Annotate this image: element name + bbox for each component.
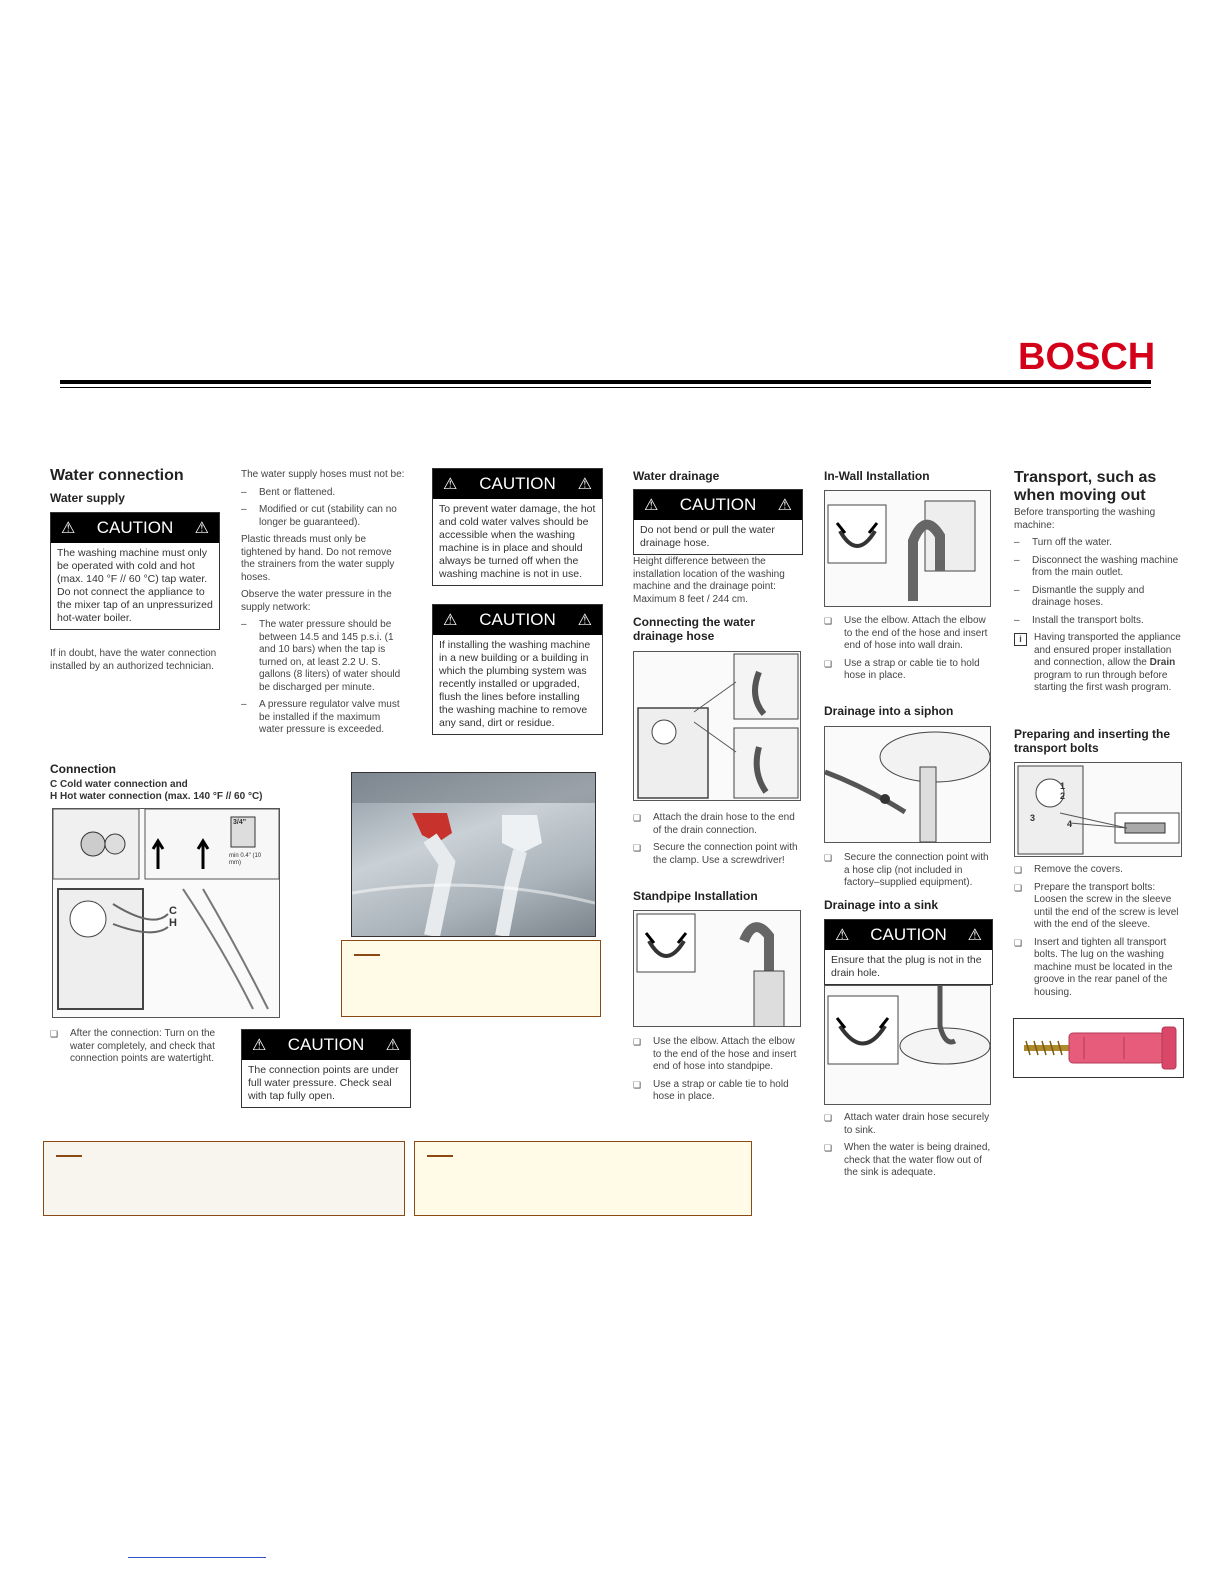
caution-text: Ensure that the plug is not in the drain hole. [831,954,982,979]
warning-icon: ⚠ [644,497,659,514]
bosch-logo: BOSCH [1018,336,1156,378]
transport-bolts-steps [1014,864,1184,1004]
header-rule-thin [60,387,1151,388]
label-frac: 3/4" [233,819,247,826]
observe-note: Observe the water pressure in the supply network: [241,589,392,613]
note-box-middle [414,1141,752,1216]
hose-photo [351,772,596,937]
list-item: – Disconnect the washing machine from the main outlet. [1014,555,1184,580]
warning-icon: ⚠ [835,927,850,944]
warning-icon: ⚠ [577,612,592,629]
water-connection-title: Water connection [50,467,184,484]
note-mark [56,1155,82,1157]
standpipe-steps [633,1036,801,1109]
sink-diagram [824,985,991,1105]
footer-link[interactable] [128,1557,266,1558]
header-rule [60,380,1151,384]
transport-intro: Before transporting the washing machine: [1014,507,1156,531]
warning-icon: ⚠ [577,476,592,493]
list-item: ❏ Insert and tighten all transport bolts. The lug on the washing machine must be located in the groove in the rear panel of the housing. [1014,937,1184,1000]
siphon-steps [824,852,992,895]
list-item: – A pressure regulator valve must be installed if the maximum water pressure is exceeded. [241,699,406,737]
doubt-note: If in doubt, have the water connection installed by an authorized technician. [50,648,217,672]
transport-bolts-diagram [1014,762,1182,857]
list-item: ❏ Secure the connection point with the clamp. Use a screwdriver! [633,842,801,867]
note-box-right [341,940,601,1017]
list-item: ❏ Use a strap or cable tie to hold hose in place. [824,658,992,683]
in-wall-title: In-Wall Installation [824,469,930,483]
caution-box-connection: ⚠ CAUTION ⚠ The connection points are under full water pressure. Check seal with tap fully open. [241,1029,411,1108]
info-note: i Having transported the appliance and ensured proper installation and connection, allow the Drain program to run through before starting the first wash program. [1014,632,1184,695]
caution-box-sink: ⚠ CAUTION ⚠ Ensure that the plug is not in the drain hole. [824,919,993,985]
list-item: – The water pressure should be between 14.5 and 145 p.s.i. (1 and 10 bars) when the tap is turned on, at least 2.2 U. S. gallons (8 liters) of water should be discharged per minute. [241,619,406,694]
caution-box-new-building: ⚠ CAUTION ⚠ If installing the washing machine in a new building or a building in which the plumbing system was recently installed or upgraded, flush the lines before installing the washing machine to remove any sand, dirt or residue. [432,604,603,735]
note-mark [427,1155,453,1157]
label-h: H [169,917,177,929]
bolt-num: 1 [1060,781,1066,791]
list-item: – Dismantle the supply and drainage hoses. [1014,585,1184,610]
list-item: – Modified or cut (stability can no longer be guaranteed). [241,504,406,529]
list-item: ❏ Prepare the transport bolts: Loosen the screw in the sleeve until the end of the screw is level with the end of the sleeve. [1014,882,1184,932]
warning-icon: ⚠ [61,520,76,537]
transport-bolt-photo [1013,1018,1184,1078]
list-item: ❏ Use a strap or cable tie to hold hose in place. [633,1079,801,1104]
list-item: – Bent or flattened. [241,487,406,500]
list-item: ❏ When the water is being drained, check that the water flow out of the sink is adequate. [824,1142,992,1180]
drain-hose-steps [633,812,801,872]
transport-section [1014,507,1184,695]
bolt-num: 4 [1067,819,1073,829]
warning-icon: ⚠ [443,612,458,629]
warning-icon: ⚠ [385,1037,400,1054]
prep-title: Preparing and inserting the transport bolts [1014,727,1171,755]
list-item: ❏ Remove the covers. [1014,864,1184,877]
legend-h: H Hot water connection (max. 140 °F // 60 °C) [50,791,263,802]
sink-title: Drainage into a sink [824,898,939,912]
hoses-intro: The water supply hoses must not be: [241,469,405,480]
label-c: C [169,905,177,917]
info-icon: i [1014,633,1027,646]
water-supply-subtitle: Water supply [50,491,125,505]
caution-text: If installing the washing machine in a new building or a building in which the plumbing system was recently installed or upgraded, flush the lines before installing the washing machine to remove any sand, dirt or residue. [439,639,591,729]
caution-box-water-supply: ⚠ CAUTION ⚠ The washing machine must only be operated with cold and hot (max. 140 °F // 60 °C) tap water. Do not connect the appliance to the mixer tap of an unpressurized hot-water boiler. [50,512,220,630]
caution-text: The connection points are under full water pressure. Check seal with tap fully open. [248,1064,399,1102]
warning-icon: ⚠ [194,520,209,537]
label-min: min 0.4" (10 mm) [229,853,262,866]
caution-text: Do not bend or pull the water drainage hose. [640,524,775,549]
caution-text: To prevent water damage, the hot and cold water valves should be accessible when the washing machine is in place and should always be turned off when the washing machine is not in use. [439,503,596,580]
siphon-diagram [824,726,991,843]
bolt-num: 2 [1060,791,1066,801]
connection-title: Connection [50,762,116,776]
bolt-num: 3 [1030,813,1036,823]
standpipe-title: Standpipe Installation [633,889,758,903]
list-item: – Turn off the water. [1014,537,1184,550]
in-wall-diagram [824,490,991,607]
caution-box-drainage: ⚠ CAUTION ⚠ Do not bend or pull the water drainage hose. [633,489,803,555]
transport-title: Transport, such as when moving out [1014,469,1157,504]
caution-box-valves: ⚠ CAUTION ⚠ To prevent water damage, the hot and cold water valves should be accessible when the washing machine is in place and should always be turned off when the washing machine is not in use. [432,468,603,586]
list-item: ❏ Attach water drain hose securely to sink. [824,1112,992,1137]
in-wall-steps [824,615,992,688]
list-item: ❏ After the connection: Turn on the water completely, and check that connection points are watertight. [50,1028,220,1066]
list-item: – Install the transport bolts. [1014,615,1184,628]
after-connection-list [50,1028,220,1071]
legend-c: C Cold water connection and [50,779,188,790]
note-mark [354,954,380,956]
list-item: ❏ Use the elbow. Attach the elbow to the end of the hose and insert end of hose into standpipe. [633,1036,801,1074]
list-item: ❏ Attach the drain hose to the end of the drain connection. [633,812,801,837]
list-item: ❏ Secure the connection point with a hose clip (not included in factory–supplied equipment). [824,852,992,890]
warning-icon: ⚠ [777,497,792,514]
warning-icon: ⚠ [443,476,458,493]
list-item: ❏ Use the elbow. Attach the elbow to the end of the hose and insert end of hose into wall drain. [824,615,992,653]
standpipe-diagram [633,910,801,1027]
caution-text: The washing machine must only be operated with cold and hot (max. 140 °F // 60 °C) tap water. Do not connect the appliance to the mixer tap of an unpressurized hot-water boiler. [57,547,213,624]
warning-icon: ⚠ [967,927,982,944]
connecting-title: Connecting the water drainage hose [633,615,756,643]
sink-steps [824,1112,992,1185]
siphon-title: Drainage into a siphon [824,704,954,718]
water-drainage-title: Water drainage [633,469,720,483]
connection-diagram [52,808,280,1018]
drain-hose-diagram [633,651,801,801]
note-box-left [43,1141,405,1216]
height-note: Height difference between the installation location of the washing machine and the drainage point: Maximum 8 feet / 244 cm. [633,556,785,605]
warning-icon: ⚠ [252,1037,267,1054]
supply-hoses-section [241,469,406,742]
plastic-note: Plastic threads must only be tightened by hand. Do not remove the strainers from the water supply hoses. [241,534,395,583]
